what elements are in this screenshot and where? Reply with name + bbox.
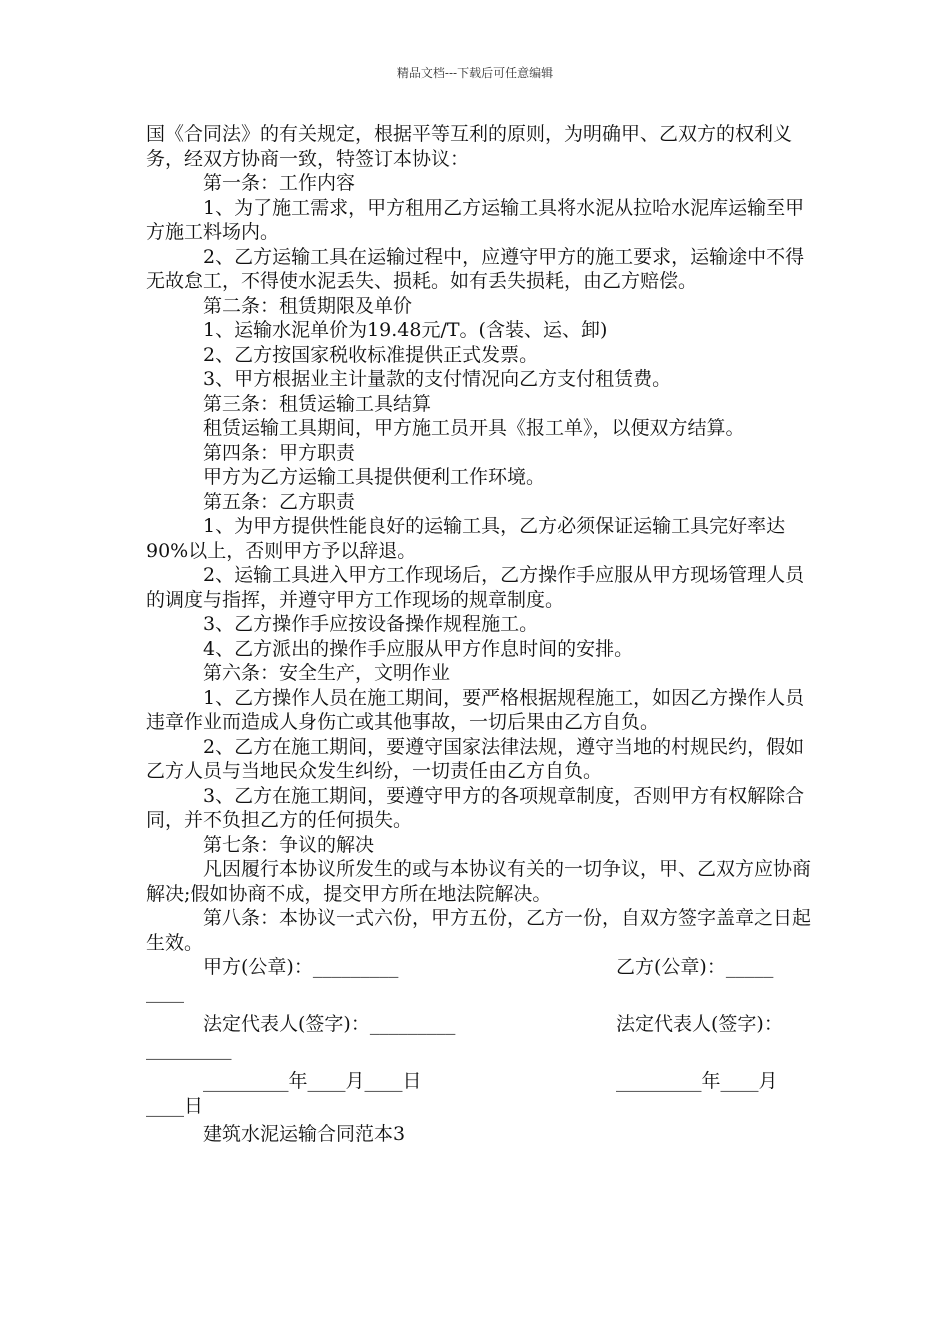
section-title: 建筑水泥运输合同范本3 <box>203 1123 406 1145</box>
party-b-seal: 乙方(公章)：_____ <box>616 956 774 978</box>
clause: 2、乙方在施工期间，要遵守国家法律法规，遵守当地的村规民约，假如乙方人员与当地民众发生纠纷，一切责任由乙方自负。 <box>146 735 805 782</box>
article-3-heading: 第三条：租赁运输工具结算 <box>203 392 432 415</box>
paragraph-intro: 国《合同法》的有关规定，根据平等互利的原则，为明确甲、乙双方的权利义务，经双方协商一致，特签订本协议： <box>146 123 793 170</box>
clause: 凡因履行本协议所发生的或与本协议有关的一切争议，甲、乙双方应协商解决;假如协商不成，提交甲方所在地法院解决。 <box>146 858 812 905</box>
clause: 4、乙方派出的操作手应服从甲方作息时间的安排。 <box>203 637 634 660</box>
clause: 3、乙方在施工期间，要遵守甲方的各项规章制度，否则甲方有权解除合同，并不负担乙方的任何损失。 <box>146 784 805 831</box>
clause: 2、运输工具进入甲方工作现场后，乙方操作手应服从甲方现场管理人员的调度与指挥，并遵守甲方工作现场的规章制度。 <box>146 564 805 611</box>
clause: 3、乙方操作手应按设备操作规程施工。 <box>203 613 539 635</box>
representative-row <box>146 1012 816 1037</box>
clause: 2、乙方按国家税收标准提供正式发票。 <box>203 343 539 366</box>
article-8: 第八条：本协议一式六份，甲方五份，乙方一份，自双方签字盖章之日起生效。 <box>146 907 812 954</box>
clause: 1、为甲方提供性能良好的运输工具，乙方必须保证运输工具完好率达90%以上，否则甲方予以辞退。 <box>146 515 786 562</box>
article-1-heading: 第一条：工作内容 <box>203 172 356 194</box>
clause: 1、乙方操作人员在施工期间，要严格根据规程施工，如因乙方操作人员违章作业而造成人身伤亡或其他事故，一切后果由乙方自负。 <box>146 686 805 733</box>
clause: 2、乙方运输工具在运输过程中，应遵守甲方的施工要求，运输途中不得无故怠工，不得使水泥丢失、损耗。如有丢失损耗，由乙方赔偿。 <box>146 245 805 292</box>
date-a: _________年____月____日 <box>203 1070 422 1092</box>
article-2-heading: 第二条：租赁期限及单价 <box>203 294 413 317</box>
article-6-heading: 第六条：安全生产，文明作业 <box>203 662 451 684</box>
clause: 租赁运输工具期间，甲方施工员开具《报工单》，以便双方结算。 <box>203 417 745 439</box>
party-a-seal: 甲方(公章)：_________ <box>203 956 399 978</box>
date-b-continued: ____日 <box>146 1094 204 1117</box>
article-7-heading: 第七条：争议的解决 <box>203 833 375 856</box>
clause: 1、运输水泥单价为19.48元/T。(含装、运、卸) <box>203 319 608 341</box>
clause: 1、为了施工需求，甲方租用乙方运输工具将水泥从拉哈水泥库运输至甲方施工料场内。 <box>146 196 805 243</box>
rep-b-continued: _________ <box>146 1037 232 1060</box>
article-5-heading: 第五条：乙方职责 <box>203 490 356 513</box>
party-b-seal-continued: ____ <box>146 980 184 1003</box>
date-b: _________年____月 <box>616 1070 778 1092</box>
contract-body <box>146 122 816 1147</box>
rep-a: 法定代表人(签字)：_________ <box>203 1013 456 1035</box>
clause: 甲方为乙方运输工具提供便利工作环境。 <box>203 466 546 488</box>
date-row <box>146 1069 816 1094</box>
rep-b: 法定代表人(签字)： <box>616 1013 783 1035</box>
clause: 3、甲方根据业主计量款的支付情况向乙方支付租赁费。 <box>203 368 672 390</box>
seal-row <box>146 955 816 980</box>
article-4-heading: 第四条：甲方职责 <box>203 441 356 464</box>
page-header: 精品文档---下载后可任意编辑 <box>396 66 554 80</box>
